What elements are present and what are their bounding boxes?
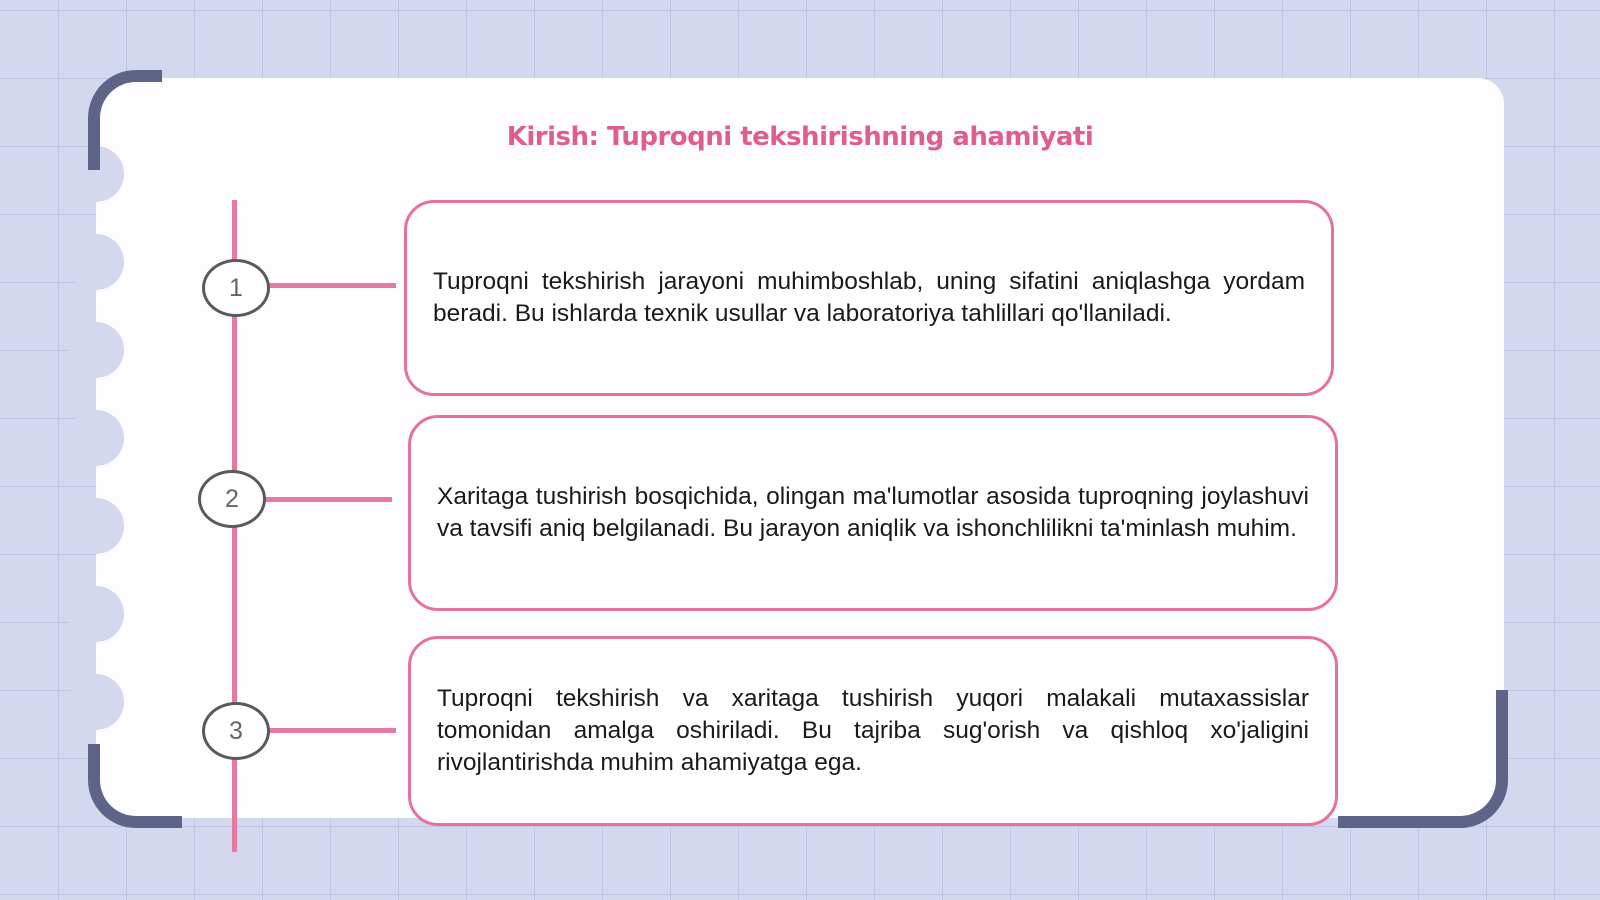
step-3-text: Tuproqni tekshirish va xaritaga tushirish yuqori malakali mutaxassislar tomonidan amalga oshiriladi. Bu tajriba sug'orish va qishloq xo'jaligini rivojlantirishda muhim ahamiyatga ega.	[437, 685, 1309, 776]
slide-title: Kirish: Tuproqni tekshirishning ahamiyati	[506, 122, 1094, 152]
step-3-number-badge	[202, 702, 270, 760]
step-2-card	[408, 415, 1338, 611]
step-1-number: 1	[229, 273, 243, 302]
step-3-number: 3	[229, 716, 243, 745]
step-2-text: Xaritaga tushirish bosqichida, olingan ma'lumotlar asosida tuproqning joylashuvi va tavsifi aniq belgilanadi. Bu jarayon aniqlik va ishonchlilikni ta'minlash muhim.	[437, 483, 1309, 542]
step-3-card	[408, 636, 1338, 826]
step-2-number-badge	[198, 470, 266, 528]
page-scallop-edge	[68, 586, 124, 642]
step-2-number: 2	[225, 484, 239, 513]
page-scallop-edge	[68, 234, 124, 290]
step-1-text: Tuproqni tekshirish jarayoni muhimboshlab, uning sifatini aniqlashga yordam beradi. Bu ishlarda texnik usullar va laboratoriya tahlillari qo'llaniladi.	[433, 268, 1305, 327]
corner-bracket-bottom-left	[88, 744, 182, 828]
step-1-number-badge	[202, 259, 270, 317]
step-1-card	[404, 200, 1334, 396]
page-scallop-edge	[68, 410, 124, 466]
step-3-connector	[262, 728, 396, 733]
corner-bracket-bottom-right	[1338, 690, 1508, 828]
page-scallop-edge	[68, 498, 124, 554]
corner-bracket-top-left	[88, 70, 162, 170]
step-2-connector	[258, 497, 392, 502]
page-scallop-edge	[68, 674, 124, 730]
step-1-connector	[262, 283, 396, 288]
page-scallop-edge	[68, 322, 124, 378]
